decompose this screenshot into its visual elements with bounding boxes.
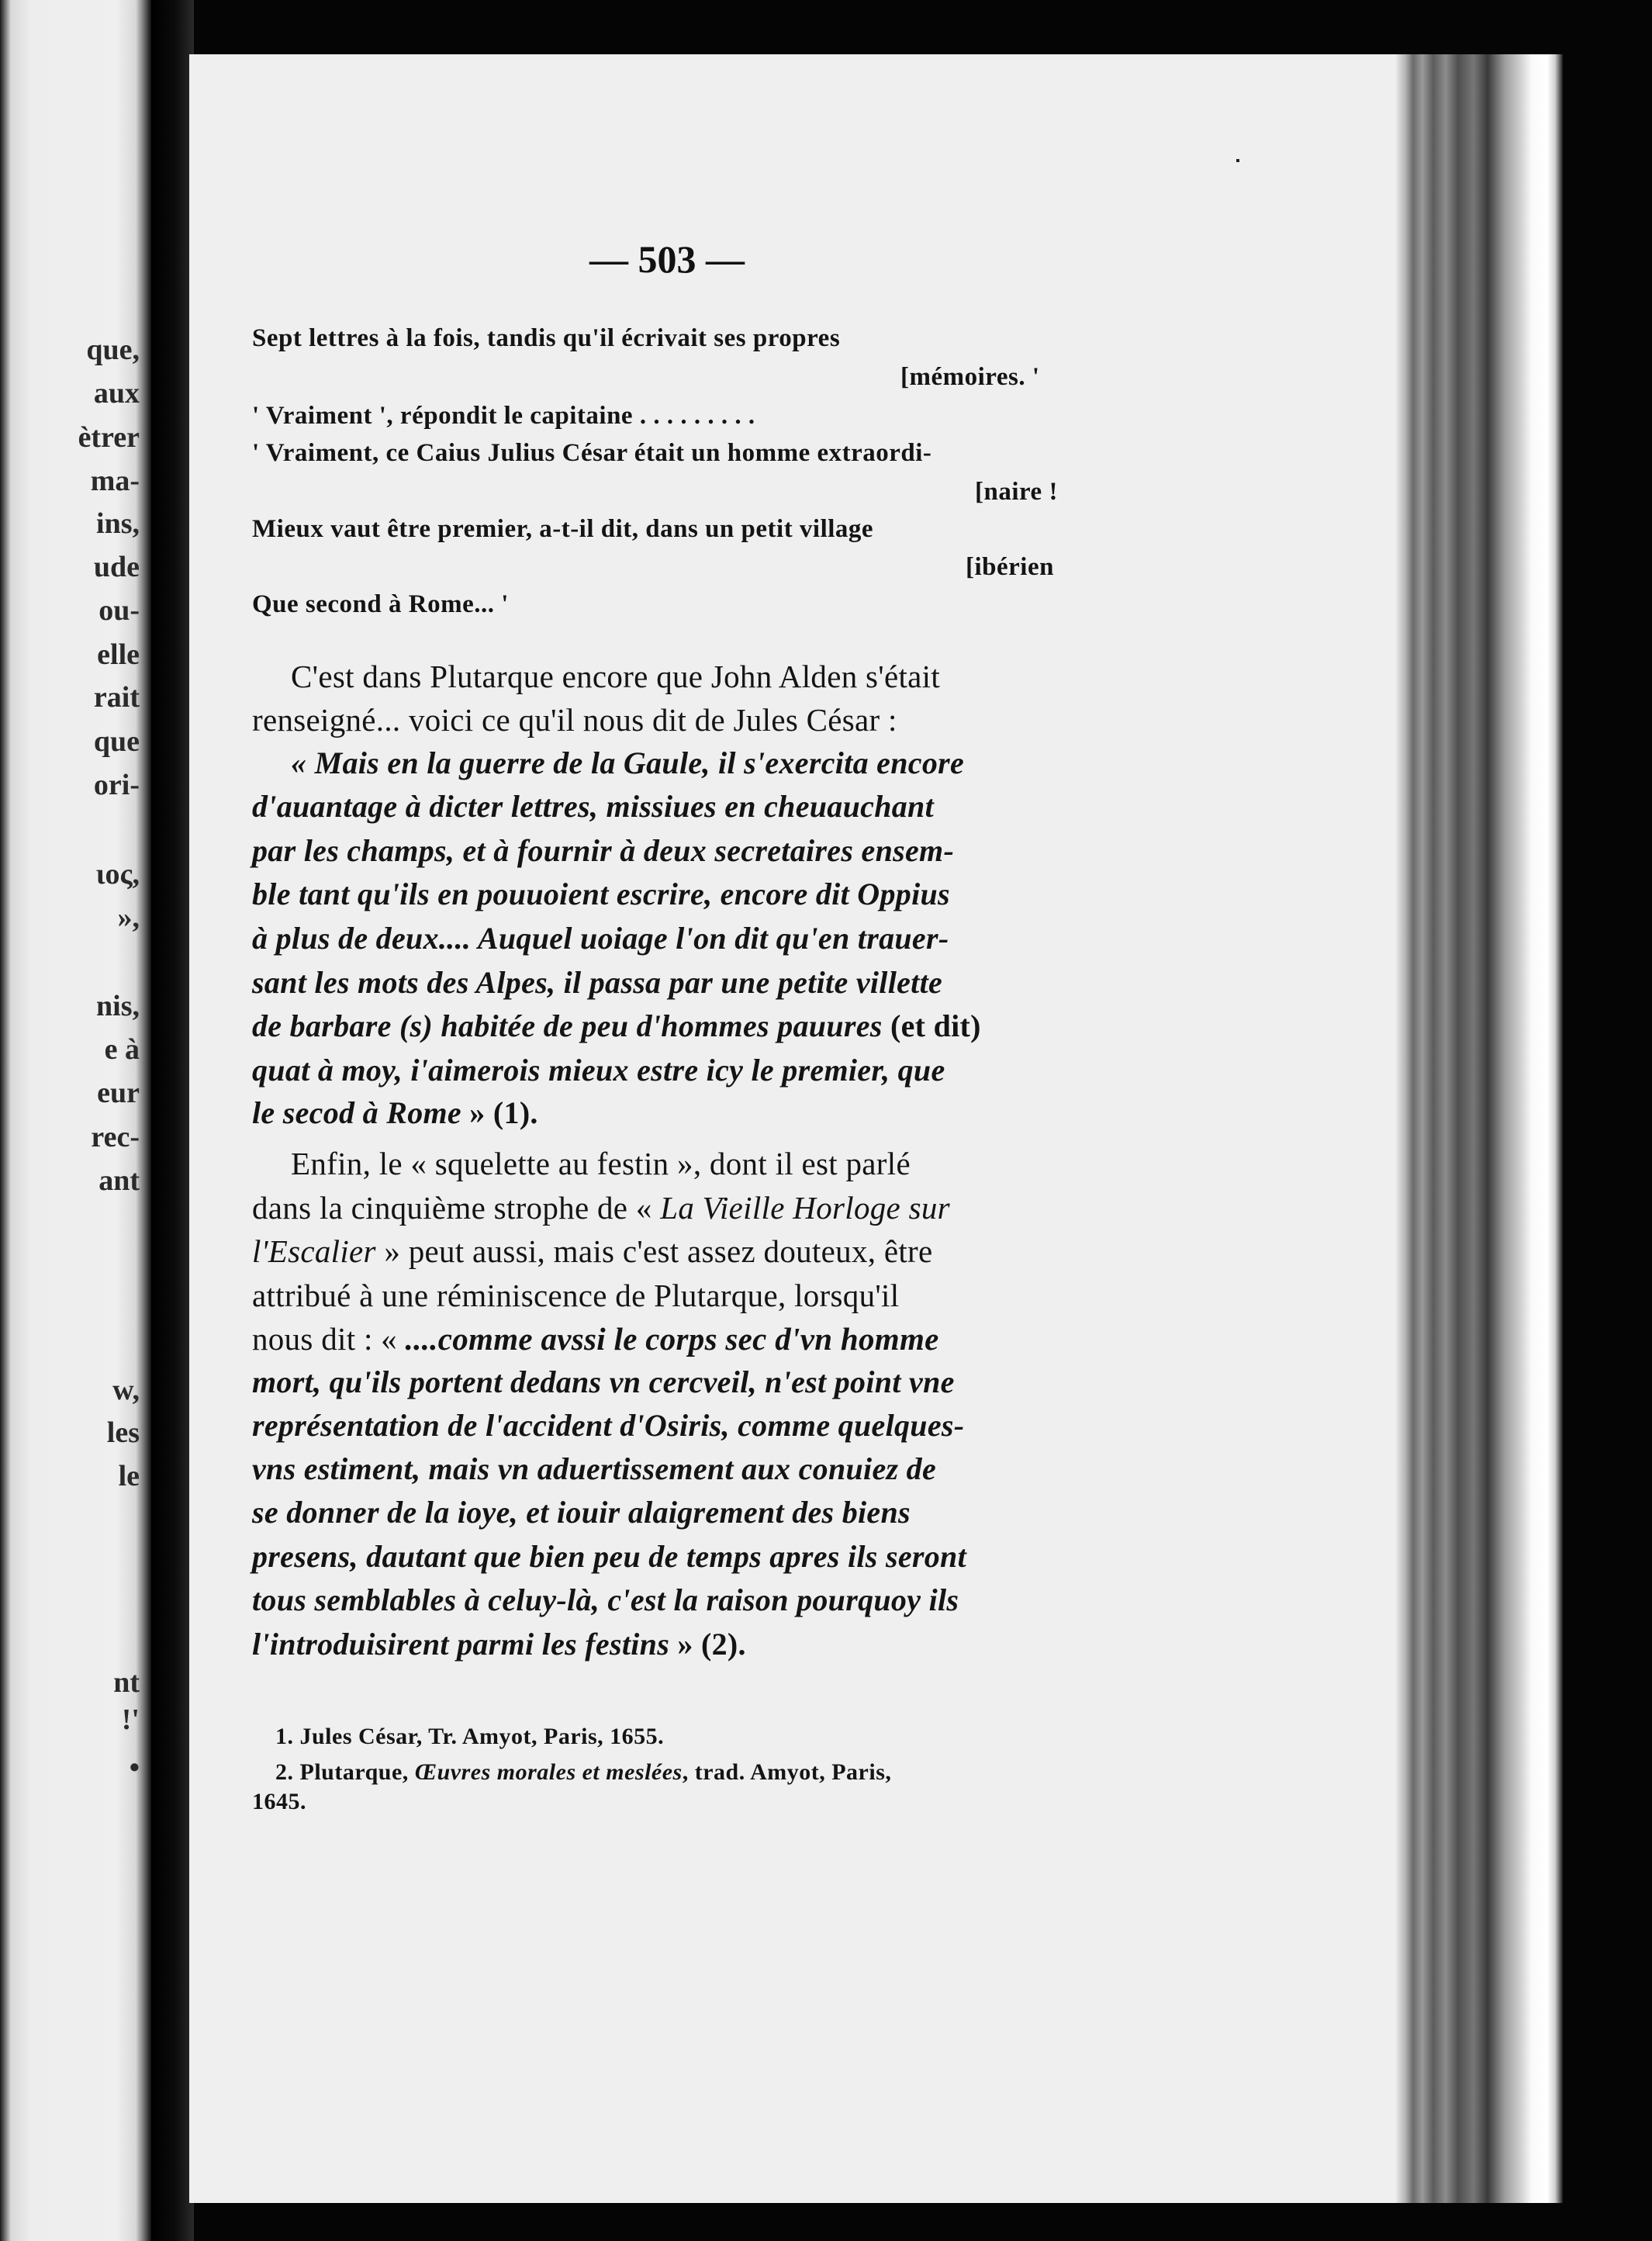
quotation-line: tous semblables à celuy-là, c'est la raison pourquoy ils xyxy=(252,1582,959,1617)
verse-line: Sept lettres à la fois, tandis qu'il écrivait ses propres xyxy=(252,324,841,352)
body-text-line: Enfin, le « squelette au festin », dont il est parlé xyxy=(291,1146,911,1181)
quotation-line: de barbare (s) habitée de peu d'hommes pauures (et dit) xyxy=(252,1008,981,1043)
quotation-line: sant les mots des Alpes, il passa par une petite villette xyxy=(252,965,943,1000)
body-text-line: dans la cinquième strophe de « La Vieille Horloge sur xyxy=(252,1190,950,1226)
quotation-line: par les champs, et à fournir à deux secretaires ensem- xyxy=(252,833,955,868)
quotation-line: l'introduisirent parmi les festins » (2). xyxy=(252,1627,746,1662)
left-page-fragment: que xyxy=(93,725,140,758)
left-page-fragment: rait xyxy=(93,681,140,714)
left-page-fragment: ou- xyxy=(98,594,140,627)
left-page-fragment: nis, xyxy=(96,990,140,1022)
left-page-fragment: », xyxy=(117,901,140,934)
left-page-fragment: ètrer xyxy=(78,421,140,454)
left-page-fragment: ori- xyxy=(93,769,140,801)
quotation-line: représentation de l'accident d'Osiris, comme quelques- xyxy=(252,1408,965,1443)
quotation-line: le secod à Rome » (1). xyxy=(252,1095,538,1130)
left-page-fragment: ins, xyxy=(96,507,140,540)
body-text-line: renseigné... voici ce qu'il nous dit de Jules César : xyxy=(252,702,897,738)
verse-line-continuation: [mémoires. ' xyxy=(900,363,1040,391)
page-number: — 503 — xyxy=(589,237,745,281)
verse-line: Que second à Rome... ' xyxy=(252,590,509,618)
footnote-2: 2. Plutarque, Œuvres morales et meslées, trad. Amyot, Paris, xyxy=(275,1759,892,1785)
quotation-line: vns estiment, mais vn aduertissement aux conuiez de xyxy=(252,1451,937,1486)
left-page-fragment: que, xyxy=(86,334,140,366)
verse-line: Mieux vaut être premier, a-t-il dit, dans un petit village xyxy=(252,515,874,543)
left-page-fragment: nt xyxy=(113,1666,140,1699)
footnote-2-continuation: 1645. xyxy=(252,1789,306,1814)
left-page-fragment: ma- xyxy=(90,465,140,497)
left-page-fragment: !' xyxy=(121,1703,140,1736)
speck-mark xyxy=(1236,159,1239,162)
left-page-fragment: w, xyxy=(112,1374,140,1406)
quotation-line: mort, qu'ils portent dedans vn cercveil, n'est point vne xyxy=(252,1364,955,1399)
footnote-1: 1. Jules César, Tr. Amyot, Paris, 1655. xyxy=(275,1724,665,1749)
verse-line-continuation: [naire ! xyxy=(975,478,1058,506)
quotation-line: à plus de deux.... Auquel uoiage l'on dit qu'en trauer- xyxy=(252,921,949,956)
page-stack-edge xyxy=(1396,54,1563,2203)
verse-line: ' Vraiment ', répondit le capitaine . . . . . . . . . xyxy=(252,402,755,430)
left-page-fragment: le xyxy=(118,1460,140,1492)
left-page-fragment: e à xyxy=(104,1033,140,1066)
left-page-fragment: rec- xyxy=(91,1121,140,1153)
quotation-line: « Mais en la guerre de la Gaule, il s'exercita encore xyxy=(291,745,965,780)
body-text-line: nous dit : « ....comme avssi le corps sec d'vn homme xyxy=(252,1321,939,1357)
left-page-fragment: les xyxy=(106,1416,140,1449)
body-text-line: attribué à une réminiscence de Plutarque, lorsqu'il xyxy=(252,1278,900,1313)
body-text-line: C'est dans Plutarque encore que John Alden s'était xyxy=(291,659,941,694)
left-page-fragment: ant xyxy=(98,1164,140,1197)
body-text-line: l'Escalier » peut aussi, mais c'est assez douteux, être xyxy=(252,1233,933,1269)
verse-line-continuation: [ibérien xyxy=(966,553,1054,581)
gutter-shadow xyxy=(151,0,194,2241)
quotation-line: se donner de la ioye, et iouir alaigrement des biens xyxy=(252,1495,911,1530)
left-page-fragment: aux xyxy=(93,377,140,410)
verse-line: ' Vraiment, ce Caius Julius César était un homme extraordi- xyxy=(252,439,932,467)
left-page-fragment: ιος, xyxy=(95,858,140,891)
quotation-line: d'auantage à dicter lettres, missiues en cheuauchant xyxy=(252,789,934,824)
left-page-edge xyxy=(0,0,151,2241)
left-page-fragment: ude xyxy=(93,551,140,583)
left-page-fragment: • xyxy=(129,1752,140,1784)
quotation-line: quat à moy, i'aimerois mieux estre icy le premier, que xyxy=(252,1053,945,1088)
quotation-line: ble tant qu'ils en pouuoient escrire, encore dit Oppius xyxy=(252,877,950,911)
left-page-fragment: eur xyxy=(97,1077,140,1109)
left-page-fragment: elle xyxy=(97,638,140,671)
quotation-line: presens, dautant que bien peu de temps apres ils seront xyxy=(252,1539,967,1574)
